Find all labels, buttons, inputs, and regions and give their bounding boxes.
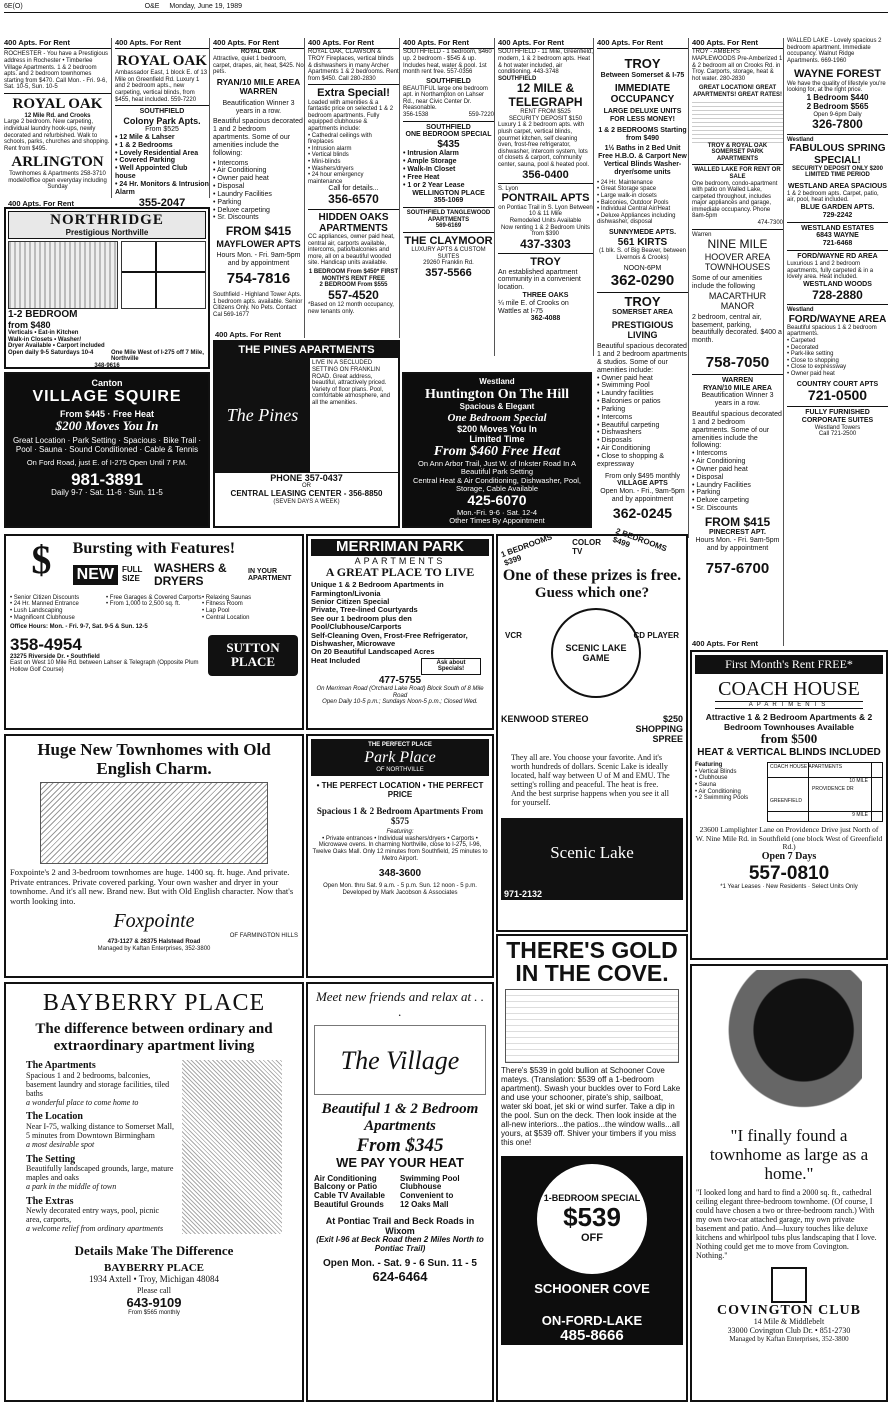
foxpointe-logo: Foxpointe — [113, 910, 195, 933]
column-5: 400 Apts. For Rent SOUTHFIELD - 1 bedroom, $460 up. 2 bedroom - $545 & up. Includes heat, water & pool. 1st month rent free. 557-0356 SOUTHFIELD BEAUTIFUL large one bedroom apt. in Northampton on Lahser Rd., near Civic Center Dr. Reasonable. 356-1538 559-7220 SOUTHFIELD ONE BEDROOM SPECIAL $435 • Intrusion Alarm • Ample Storage • Walk-In Closet • Free Heat • 1 or 2 Year Lease WELLINGTON PLACE 355-1069 SOUTHFIELD TANGLEWOOD APARTMENTS 569-6169 THE CLAYMOOR LUXURY APTS & CUSTOM SUITES 29260 Franklin Rd. 357-5566 — [401, 38, 495, 356]
gold-coin: 1-BEDROOM SPECIAL $539 OFF — [537, 1164, 647, 1274]
pines-logo: The Pines — [215, 358, 310, 472]
the-village-ad: Meet new friends and relax at . . . The Village Beautiful 1 & 2 Bedroom Apartments From $345 WE PAY YOUR HEAT Air Conditioning Swimming Pool Balcony or Patio Clubhouse Cable TV Available Convenient to Beautiful Grounds 12 Oaks Mall At Pontiac Trail and Beck Roads in Wixom (Exit I-96 at Beck Road then 2 Miles North to Pontiac Trail) Open Mon. - Sat. 9 - 6 Sun. 11 - 5 624-6464 — [306, 982, 494, 1402]
location-map — [505, 989, 679, 1063]
game-wheel: SCENIC LAKE GAME — [551, 608, 641, 698]
paper-name: O&E — [144, 3, 160, 10]
ad-title: ARLINGTON — [11, 154, 104, 171]
ad-title: NORTHRIDGE — [50, 212, 164, 228]
column-1: 400 Apts. For Rent ROCHESTER - You have a Prestigious address in Rochester • Timberlee Village Apartments. 1 & 2 bedroom apts. and 2 bedroom townhomes starting from $470. Call Mon. - Fri. 9-6, Sat. 10-5, Sun. 10-5 ROYAL OAK 12 Mile Rd. and Crooks Large 2 bedroom. New carpeting, individual laundry hook-ups, newly decorated and refurbished. Walk to schools, parks, churches and shopping. Rent from $495. ARLINGTON Townhomes & Apartments 258-3710 model/office open everyday including Sunday — [4, 38, 112, 198]
scenic-lake-logo: Scenic Lake — [501, 818, 683, 888]
ad-title: ROYAL OAK — [12, 95, 103, 112]
merriman-park-ad: MERRIMAN PARK APARTMENTS A GREAT PLACE TO LIVE Unique 1 & 2 Bedroom Apartments in Farmington/Livonia Senior Citizen Special Private, Tree-lined Courtyards See our 1 bedroom plus den Pool/Clubhouse/Carports Self-Cleaning Oven, Frost-Free Refrigerator, Dishwasher, Microwave On 20 Beautiful Landscaped Acres Heat Included Ask about Specials! 477-5755 On Merriman Road (Orchard Lake Road) Block South of 8 Mile Road Open Daily 10-5 p.m.; Sundays Noon-5 p.m.; Closed Wed. — [306, 534, 494, 730]
portrait-illustration — [716, 970, 862, 1120]
bayberry-illustration — [182, 1060, 282, 1233]
section-heading: 400 Apts. For Rent — [4, 38, 111, 49]
northridge-ad: 400 Apts. For Rent NORTHRIDGE Prestigious Northville 1-2 BEDROOM from $480 Verticals • Eat-in Kitchen Walk-in Closets • Washer/ Dryer Available • Carport included Open daily 9-5 Saturdays 10-4 One Mile West of I-275 off 7 Mile, Northville 348-9616 — [4, 207, 210, 369]
page-date: Monday, June 19, 1989 — [169, 3, 243, 10]
coach-house-ad: 400 Apts. For Rent First Month's Rent FREE* COACH HOUSE APARTMENTS Attractive 1 & 2 Bedroom Apartments & 2 Bedroom Townhouses Available from $500 HEAT & VERTICAL BLINDS INCLUDED Featuring • Vertical Blinds • Clubhouse • Sauna • Air Conditioning • 2 Swimming Pools COACH HOUSE APARTMENTS PROVIDENCE DR 9 MILE 10 MILE GREENFIELD 23600 Lamplighter Lane on Providence Drive just North of W. Nine Mile Rd. in Southfield (one block West of Greenfield Rd.) Open 7 Days 557-0810 *1 Year Leases · New Residents · Select Units Only — [690, 650, 888, 960]
page-number: 6E(O) — [4, 3, 23, 10]
column-4: 400 Apts. For Rent ROYAL OAK, CLAWSON & TROY Fireplaces, vertical blinds & dishwashers in many Archer Apartments 1 & 2 bedrooms. Rent from $450. Call 280-2830 Extra Special! Loaded with amenities & a fantastic price on selected 1 & 2 bedroom apartments. Fully equipped clubhouse & apartments include: • Cathedral ceilings with fireplaces • Intrusion alarm • Vertical blinds • Mini-blinds • Washers/dryers • 24 hour emergency maintenance Call for details... 356-6570 HIDDEN OAKS APARTMENTS CC appliances, owner paid heat, central air, carports available, intercoms, patio/balconies and more, all on a beautiful wooded site. Handicap units available. 1 BEDROOM From $450* FIRST MONTH'S RENT FREE 2 BEDROOM From $555 557-4520 *Based on 12 month occupancy, new tenants only. — [306, 38, 400, 338]
column-8: 400 Apts. For Rent TROY - AMBER'S MAPLEWOODS Pre-Amberized 1 & 2 bedroom all on Crooks Rd. in Troy. Carports, storage, heat & hot water. 280-2830 GREAT LOCATION! GREAT APARTMENTS! GREAT RATES! TROY & ROYAL OAK SOMERSET PARK APARTMENTS WALLED LAKE FOR RENT OR SALE One bedroom, condo-apartment with patio on Walled Lake, carpeted throughout, includes major appliances and garage, immediate occupancy. Phone 8am-5pm 474-7300 Warren NINE MILE HOOVER AREA TOWNHOUSES Some of our amenities include the following MACARTHUR MANOR 2 bedroom, central air, basement, parking, beautifully decorated. $400 a month. 758-7050 WARREN RYAN/10 MILE AREA Beautification Winner 3 years in a row. Beautiful spacious decorated 1 and 2 bedroom apartments. Some of our amenities include the following: • Intercoms • Air Conditioning • Owner paid heat • Disposal • Laundry Facilities • Parking • Deluxe carpeting • Sr. Discounts FROM $415 PINECREST APT. Hours Mon. - Fri. 9am-5pm and by appointment 757-6700 — [690, 38, 784, 646]
covington-logo-icon — [771, 1267, 807, 1303]
schooner-cove-ad: THERE'S GOLD IN THE COVE. There's $539 in gold bullion at Schooner Cove mateys. (Translation: $539 off a 1-bedroom apartment). Swash your buckles over to Ford Lake and use your schooner, pirate's ship, sailboat, water ski boat, jet ski or wind surfer. Take a dip in the pool. Sun on the deck. Then look inside at the all-new interiors...the patios...the window walls...all yours, at $539 off. Shiver your timbers if you miss this one! 1-BEDROOM SPECIAL $539 OFF SCHOONER COVE ON-FORD-LAKE 485-8666 — [496, 934, 688, 1402]
foxpointe-ad: Huge New Townhomes with Old English Charm. Foxpointe's 2 and 3-bedroom townhomes are huge. 1400 sq. ft. huge. And private. Private entrances. Private covered parking. Your own washer and dryer in your townhome. And it's all new. Brand new. But with Old English character. Now that's worth looking into. Foxpointe OF FARMINGTON HILLS 473-1127 & 26375 Halstead Road Managed by Kaftan Enterprises, 352-3800 — [4, 734, 304, 978]
classified-ad: ROCHESTER - You have a Prestigious address in Rochester • Timberlee Village Apartments. 1 & 2 bedroom apts. and 2 bedroom townhomes starting from $470. Call Mon. - Fri. 9-6, Sat. 10-5, Sun. 10-5 — [4, 51, 109, 91]
column-9: WALLED LAKE - Lovely spacious 2 bedroom apartment. Immediate occupancy. Walnut Ridge Apartments. 669-1960 WAYNE FOREST We have the quality of lifestyle you're looking for, at the right price. 1 Bedroom $440 2 Bedroom $565 Open 9-6pm Daily 326-7800 Westland FABULOUS SPRING SPECIAL! SECURITY DEPOSIT ONLY $200 LIMITED TIME PERIOD WESTLAND AREA SPACIOUS 1 & 2 bedroom apts. Carpet, patio, air, pool, heat included. BLUE GARDEN APTS. 729-2242 WESTLAND ESTATES 6843 WAYNE 721-6468 FORD/WAYNE RD AREA Luxurious 1 and 2 bedroom apartments, fully carpeted & in a lovely area. Heat included. WESTLAND WOODS 728-2880 Westland FORD/WAYNE AREA Beautiful spacious 1 & 2 bedroom apartments. • Carpeted • Decorated • Park-like setting • Close to shopping • Close to expressway • Owner paid heat COUNTRY COURT APTS 721-0500 FULLY FURNISHED CORPORATE SUITES Westland Towers Call 721-2500 — [785, 38, 888, 646]
pines-ad: 400 Apts. For Rent THE PINES APARTMENTS The Pines LIVE IN A SECLUDED SETTING ON FRANKLIN ROAD. Great address, beautiful, attractively priced. Variety of floor plans. Pool, comfortable atmosphere, and all the amenities. PHONE 357-0437 OR CENTRAL LEASING CENTER - 356-8850 (SEVEN DAYS A WEEK) — [213, 340, 400, 528]
village-logo: The Village — [314, 1025, 486, 1095]
townhome-illustration — [40, 782, 268, 864]
location-map — [121, 241, 206, 309]
scenic-lake-ad: 1 BEDROOMS $399 COLOR TV 2 BEDROOMS $499 One of these prizes is free. Guess which one? SCENIC LAKE GAME VCR CD PLAYER KENWOOD STEREO $250 SHOPPING SPREE They all are. You choose your favorite. And it's worth hundreds of dollars. Scenic Lake is ideally located, half way between U of M and EMU. The setting's rolling and peaceful. The heat is free. And the best surprise happens when you see it all for yourself. Scenic Lake 971-2132 — [496, 534, 688, 932]
sutton-logo: SUTTON PLACE — [208, 635, 298, 676]
column-7: 400 Apts. For Rent TROY Between Somerset & I-75 IMMEDIATE OCCUPANCY LARGE DELUXE UNITS FOR LESS MONEY! 1 & 2 BEDROOMS Starting from $490 1½ Baths in 2 Bed Unit Free H.B.O. & Carport New Vertical Blinds Washer-dryer/some units • 24 Hr. Maintenance • Great Storage space • Large walk-in closets • Balconies, Outdoor Pools • Individual Central Air/Heat • Deluxe Appliances including dishwasher, disposal SUNNYMEDE APTS. 561 KIRTS (1 blk. S. of Big Beaver, between Livernois & Crooks) NOON-6PM 362-0290 TROY SOMERSET AREA PRESTIGIOUS LIVING Beautiful spacious decorated 1 and 2 bedroom apartments & studios. Some of our amenities include: • Owner paid heat • Swimming Pool • Laundry facilities • Balconies or patios • Parking • Intercoms • Beautiful carpeting • Dishwashers • Disposals • Air Conditioning • Close to shopping & expressway From only $495 monthly VILLAGE APTS Open Mon. - Fri., 9am-5pm and by appointment 362-0245 — [595, 38, 689, 538]
column-3: 400 Apts. For Rent ROYAL OAK Attractive, quiet 1 bedroom, carpet, drapes, air, heat, $425. No pets. RYAN/10 MILE AREA WARREN Beautification Winner 3 years in a row. Beautiful spacious decorated 1 and 2 bedroom apartments. Some of our amenities include the following: • Intercoms • Air Conditioning • Owner paid heat • Disposal • Laundry Facilities • Parking • Deluxe carpeting • Sr. Discounts FROM $415 MAYFLOWER APTS Hours Mon. - Fri. 9am-5pm and by appointment 754-7816 Southfield - Highland Tower Apts. 1 bedroom apts. available. Senior Citizens Only. No Pets. Contact Cal 569-1677 — [211, 38, 305, 338]
column-2: 400 Apts. For Rent ROYAL OAK Ambassador East, 1 block E. of 13 Mile on Greenfield Rd. Luxury 1 and 2 bedroom apts., new carpeting, vertical blinds, from $455, heat included. 559-7220 SOUTHFIELD Colony Park Apts. From $525 • 12 Mile & Lahser • 1 & 2 Bedrooms • Lovely Residential Area • Covered Parking • Well Appointed Club house • 24 Hr. Monitors & Intrusion Alarm 355-2047 — [113, 38, 210, 198]
sutton-place-ad: $ Bursting with Features! NEW FULL SIZE WASHERS & DRYERS IN YOUR APARTMENT • Senior Citizen Discounts • 24 Hr. Manned Entrance • Lush Landscaping • Magnificent Clubhouse • Free Garages & Covered Carports • From 1,000 to 2,500 sq. ft. • Relaxing Saunas • Fitness Room • Lap Pool • Central Location Office Hours: Mon. - Fri. 9-7, Sat. 9-5 & Sun. 12-5 358-4954 23275 Riverside Dr. • Southfield East on West 10 Mile Rd. between Lahser & Telegraph (Opposite Plum Hollow Golf Course) SUTTON PLACE — [4, 534, 304, 730]
page-header — [4, 3, 888, 13]
bayberry-logo: BAYBERRY PLACE — [42, 990, 266, 1016]
huntington-ad: Westland Huntington On The Hill Spacious & Elegant One Bedroom Special $200 Moves You In Limited Time From $460 Free Heat On Ann Arbor Trail, Just W. of Inkster Road In A Beautiful Park Setting Central Heat & Air Conditioning, Dishwasher, Pool, Storage, Cable Available 425-6070 Mon.-Fri. 9-6 · Sat. 12-4 Other Times By Appointment — [402, 372, 592, 528]
village-squire-ad: Canton VILLAGE SQUIRE From $445 · Free Heat $200 Moves You In Great Location · Park Setting · Spacious · Bike Trail · Pool · Sauna · Sound Conditioned · Cable & Tennis On Ford Road, just E. of I-275 Open Until 7 P.M. 981-3891 Daily 9-7 · Sat. 11-6 · Sun. 11-5 — [4, 372, 210, 528]
dollar-sign-icon: $ — [31, 537, 52, 582]
park-place-ad: THE PERFECT PLACE Park Place OF NORTHVILLE • THE PERFECT LOCATION • THE PERFECT PRICE Spacious 1 & 2 Bedroom Apartments From $575 Featuring: • Private entrances • Individual washers/dryers • Carports • Microwave ovens. In charming Northville, close to I-275, I-96, Twelve Oaks Mall. Only 12 minutes from Southfield, 25 minutes to Metro Airport. 348-3600 Open Mon. thru Sat. 9 a.m. - 5 p.m. Sun. 12 noon - 5 p.m. Developed by Mark Jacobson & Associates — [306, 734, 494, 978]
bayberry-place-ad: BAYBERRY PLACE The difference between ordinary and extraordinary apartment living The Apartments Spacious 1 and 2 bedrooms, balconies, basement laundry and storage facilities, tiled baths a wonderful place to come home to The Location Near I-75, walking distance to Somerset Mall, 5 minutes from Downtown Birmingham a most desirable spot The Setting Beautifully landscaped grounds, large, mature maples and oaks a park in the middle of town The Extras Newly decorated entry ways, pool, picnic area, carports, a welcome relief from ordinary apartments Details Make The Difference BAYBERRY PLACE 1934 Axtell • Troy, Michigan 48084 Please call 643-9109 From $565 monthly — [4, 982, 304, 1402]
ad-body-text — [692, 99, 783, 143]
building-photo — [8, 241, 118, 309]
column-6: 400 Apts. For Rent SOUTHFIELD - 11 Mile, Greenfield, modern, 1 & 2 bedroom apts. Heat & hot water included, air conditioning. 443-3748 SOUTHFIELD 12 MILE & TELEGRAPH RENT FROM $525 SECURITY DEPOSIT $150 Luxury 1 & 2 bedroom apts. with plush carpet, vertical blinds, gourmet kitchen, self cleaning oven, frost-free refrigerator, dishwasher, intercom system, lots of closets & carport, community center, sauna, pool & heated pool. 356-0400 S. Lyon PONTRAIL APTS on Pontiac Trail in S. Lyon Between 10 & 11 Mile Remodeled Units Available Now renting 1 & 2 Bedroom Units from $390 437-3303 TROY An established apartment community in a convenient location. THREE OAKS ¼ mile E. of Crooks on Wattles at I-75 362-4088 — [496, 38, 594, 356]
covington-club-ad: "I finally found a townhome as large as a home." "I looked long and hard to find a 2000 sq. ft., cathedral ceiling elegant three-bedroom townhome. (Of course, I could have chosen a two or three-bedroom ranch.) With my own two-car attached garage, my own private basement and patio. And—luxury touches like deluxe kitchens and whirlpool tubs plus landscaping that I love. Nothing could get me to move from Covington. Nothing." COVINGTON CLUB 14 Mile & Middlebelt 33000 Covington Club Dr. • 851-2730 Managed by Kaftan Enterprises, 352-3800 — [690, 964, 888, 1402]
coach-house-map: COACH HOUSE APARTMENTS PROVIDENCE DR 9 MILE 10 MILE GREENFIELD — [767, 762, 883, 822]
